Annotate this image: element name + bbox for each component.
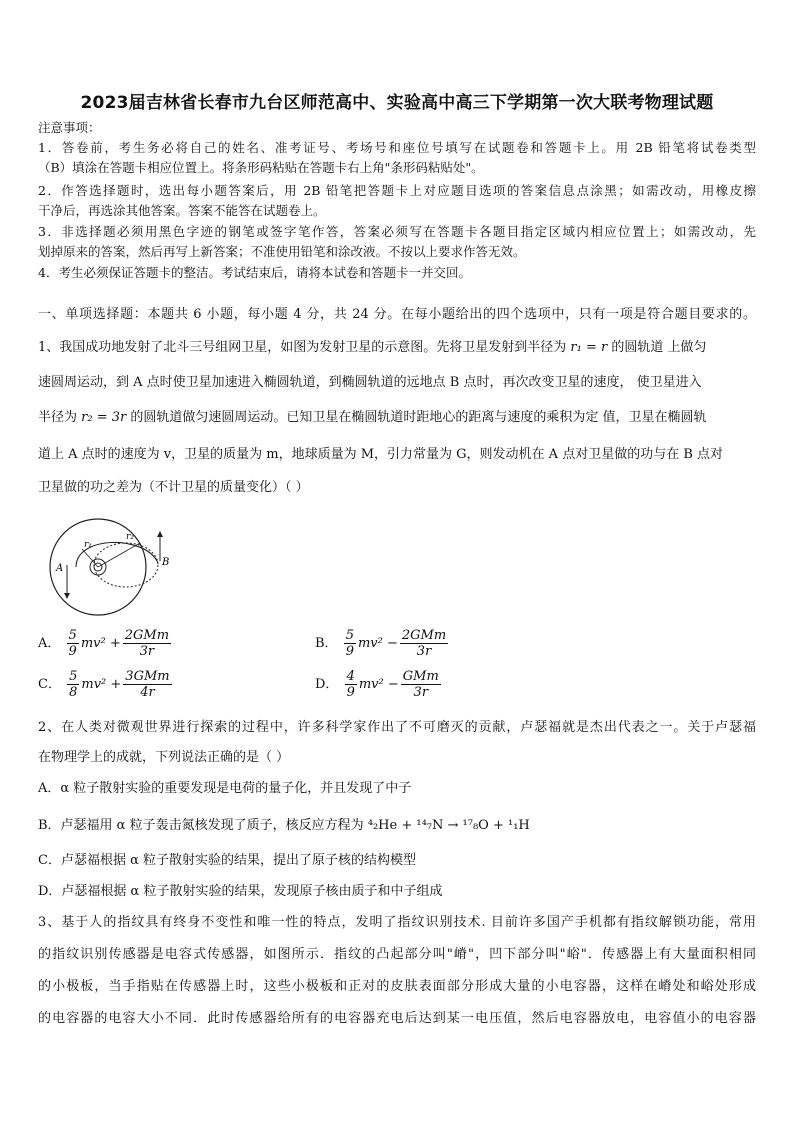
numerator: 2GMm <box>124 628 170 643</box>
label-b: B <box>162 557 170 568</box>
fraction <box>400 628 448 659</box>
numerator: 3GMm <box>125 669 170 684</box>
denominator: 9 <box>68 644 77 659</box>
q2-option-d[interactable]: D．卢瑟福根据 α 粒子散射实验的结果，发现原子核由质子和中子组成 <box>38 884 443 899</box>
denominator: 9 <box>345 644 354 659</box>
q2-line2: 在物理学上的成就，下列说法正确的是（ ） <box>38 750 290 765</box>
elliptical-orbit <box>94 543 158 587</box>
term: mv² − <box>358 677 399 692</box>
label-r2: r₂ <box>126 532 134 542</box>
denominator: 3r <box>413 685 429 700</box>
q1-line5: 卫星做的功之差为（不计卫星的质量变化）（ ） <box>38 480 309 495</box>
q2-option-b-text: B．卢瑟福用 α 粒子轰击氮核发现了质子，核反应方程为 <box>38 818 364 833</box>
denominator: 4r <box>140 685 155 700</box>
q2-option-c[interactable]: C．卢瑟福根据 α 粒子散射实验的结果，提出了原子核的结构模型 <box>38 853 416 868</box>
denominator: 8 <box>69 685 78 700</box>
fraction <box>345 669 357 700</box>
notes-heading: 注意事项： <box>38 120 101 135</box>
q1-option-c[interactable] <box>38 669 174 700</box>
q1-line2: 速圆周运动，到 A 点时使卫星加速进入椭圆轨道，到椭圆轨道的远地点 B 点时，再次改变卫星的速度， 使卫星进入 <box>38 375 702 390</box>
option-label: D． <box>315 677 339 692</box>
numerator: 5 <box>68 628 77 643</box>
q3-line: 3、基于人的指纹具有终身不变性和唯一性的特点，发明了指纹识别技术. 目前许多国产手机都有指纹解锁功能，常用 <box>38 915 756 930</box>
option-label: C． <box>38 677 61 692</box>
q1-line3 <box>38 408 756 428</box>
fraction <box>67 628 79 659</box>
q1-line1 <box>38 338 756 358</box>
q1-option-d[interactable] <box>315 669 443 700</box>
q1-text: 半径为 <box>38 410 78 425</box>
q2-option-a[interactable]: A．α 粒子散射实验的重要发现是电荷的量子化，并且发现了中子 <box>38 781 412 796</box>
numerator: 5 <box>69 669 78 684</box>
orbit-figure <box>36 515 176 625</box>
q1-text: 的圆轨道 上做匀 <box>611 340 707 355</box>
fraction <box>67 669 79 700</box>
q1-line4: 道上 A 点时的速度为 v，卫星的质量为 m，地球质量为 M，引力常量为 G，则发动机在 A 点对卫星做的功与在 B 点对 <box>38 447 724 462</box>
q1-option-a[interactable] <box>38 628 173 659</box>
notes-line: 4．考生必须保证答题卡的整洁。考试结束后，请将本试卷和答题卡一并交回。 <box>38 265 471 280</box>
notes-line: 干净后，再选涂其他答案。答案不能答在试题卷上。 <box>38 203 326 218</box>
q2-option-b[interactable] <box>38 816 756 836</box>
term: mv² + <box>80 636 121 651</box>
q1-text: 1、我国成功地发射了北斗三号组网卫星，如图为发射卫星的示意图。先将卫星发射到半径为 <box>38 340 567 355</box>
notes-line: 划掉原来的答案，然后再写上新答案；不准使用铅笔和涂改液。不按以上要求作答无效。 <box>38 244 526 259</box>
q1-math-r1: r₁ = r <box>570 340 608 355</box>
numerator: 5 <box>345 628 354 643</box>
notes-line: 2．作答选择题时，选出每小题答案后，用 2B 铅笔把答题卡上对应题目选项的答案信息点涂黑；如需改动，用橡皮擦 <box>38 183 756 198</box>
q1-text: 的圆轨道做匀速圆周运动。已知卫星在椭圆轨道时距地心的距离与速度的乘积为定 值，卫星在椭圆轨 <box>130 410 707 425</box>
q3-line: 的小极板，当手指贴在传感器上时，这些小极板和正对的皮肤表面部分形成大量的小电容器，这样在嵴处和峪处形成 <box>38 979 756 994</box>
numerator: GMm <box>402 669 439 684</box>
q2-line1: 2、在人类对微观世界进行探索的过程中，许多科学家作出了不可磨灭的贡献，卢瑟福就是杰出代表之一。关于卢瑟福 <box>38 720 756 735</box>
q1-math-r2: r₂ = 3r <box>81 410 127 425</box>
denominator: 3r <box>416 644 432 659</box>
notes-line: （B）填涂在答题卡相应位置上。将条形码粘贴在答题卡右上角"条形码粘贴处"。 <box>38 160 484 175</box>
r2-line <box>98 543 140 567</box>
q1-option-b[interactable] <box>315 628 450 659</box>
numerator: 4 <box>346 669 355 684</box>
fraction <box>123 628 171 659</box>
option-label: A． <box>38 636 61 651</box>
notes-line: 3．非选择题必须用黑色字迹的钢笔或签字笔作答，答案必须写在答题卡各题目指定区域内相应位置上；如需改动，先 <box>38 224 756 239</box>
page-title: 2023届吉林省长春市九台区师范高中、实验高中高三下学期第一次大联考物理试题 <box>80 93 714 113</box>
arrowhead-b <box>157 531 163 537</box>
nuclear-equation: ⁴₂He + ¹⁴₇N → ¹⁷₈O + ¹₁H <box>367 818 530 833</box>
notes-line: 1．答卷前，考生务必将自己的姓名、准考证号、考场号和座位号填写在试题卷和答题卡上。用 2B 铅笔将试卷类型 <box>38 140 756 155</box>
q3-line: 的电容器的电容大小不同．此时传感器给所有的电容器充电后达到某一电压值，然后电容器放电，电容值小的电容器 <box>38 1011 756 1026</box>
denominator: 3r <box>139 644 155 659</box>
term: mv² − <box>357 636 398 651</box>
label-r1: r₁ <box>84 540 92 550</box>
fraction <box>344 628 356 659</box>
numerator: 2GMm <box>401 628 447 643</box>
arrowhead-a <box>64 593 70 599</box>
option-label: B． <box>315 636 338 651</box>
term: mv² + <box>81 677 122 692</box>
fraction <box>401 669 441 700</box>
fraction <box>123 669 171 700</box>
label-a: A <box>56 563 64 574</box>
section-heading: 一、单项选择题：本题共 6 小题，每小题 4 分，共 24 分。在每小题给出的四个选项中，只有一项是符合题目要求的。 <box>38 307 756 322</box>
q3-line: 的指纹识别传感器是电容式传感器，如图所示．指纹的凸起部分叫"嵴"，凹下部分叫"峪"．传感器上有大量面积相同 <box>38 947 756 962</box>
denominator: 9 <box>346 685 355 700</box>
